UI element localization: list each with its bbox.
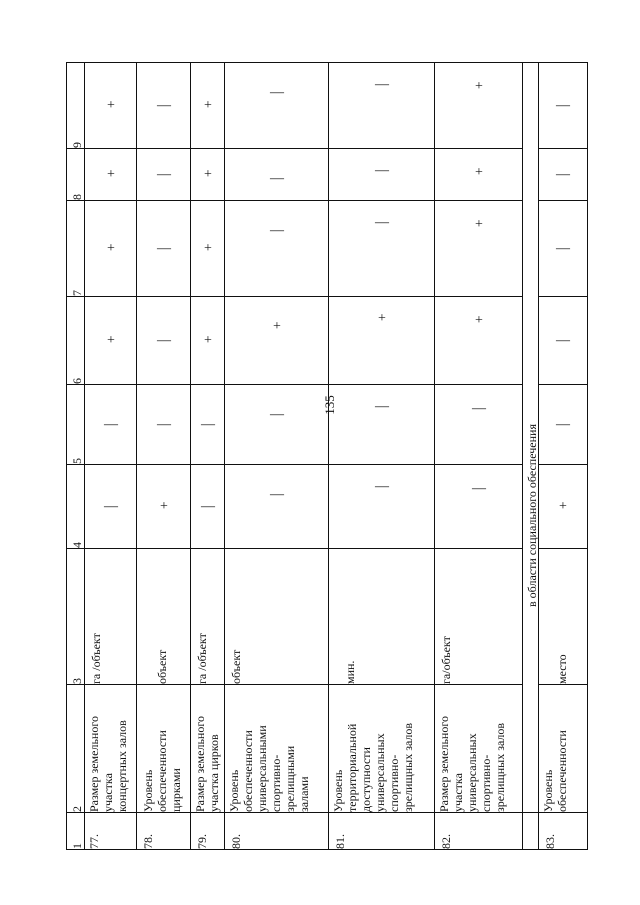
cell-8: — — [157, 166, 171, 182]
header-9: 9 — [70, 142, 84, 148]
cell-6: + — [475, 313, 483, 328]
cell-unit: объект — [229, 649, 243, 684]
cell-5: — — [375, 399, 389, 414]
table-row — [136, 62, 191, 850]
header-7: 7 — [70, 290, 84, 296]
cell-unit: место — [555, 654, 569, 684]
header-2: 2 — [70, 806, 84, 812]
cell-name: Уровень обеспеченности универсальными спортивно- зрелищными залами — [227, 725, 311, 812]
cell-9: + — [475, 79, 483, 94]
cell-4: + — [160, 498, 168, 514]
cell-num: 78. — [141, 834, 155, 849]
cell-5: — — [556, 416, 570, 432]
cell-8: — — [375, 163, 389, 178]
cell-7: + — [475, 217, 483, 232]
page-number: 135 — [322, 395, 337, 415]
cell-num: 77. — [87, 834, 101, 849]
cell-8: + — [107, 166, 115, 182]
cell-6: + — [378, 311, 386, 326]
rotated-table — [66, 62, 586, 850]
cell-8: + — [475, 165, 483, 180]
cell-9: — — [270, 85, 284, 100]
cell-4: — — [201, 498, 215, 514]
cell-unit: мин. — [343, 660, 357, 684]
cell-6: + — [273, 319, 281, 334]
cell-6: + — [204, 332, 212, 348]
cell-9: — — [157, 97, 171, 113]
cell-unit: га /объект — [89, 633, 103, 684]
table-row — [84, 62, 137, 850]
header-3: 3 — [70, 678, 84, 684]
header-8: 8 — [70, 194, 84, 200]
cell-name: Уровень обеспеченности — [541, 730, 569, 812]
cell-name: Размер земельного участка цирков — [193, 716, 221, 812]
header-4: 4 — [70, 542, 84, 548]
cell-9: — — [556, 97, 570, 113]
cell-6: — — [556, 332, 570, 348]
cell-6: + — [107, 332, 115, 348]
cell-4: — — [104, 498, 118, 514]
cell-8: — — [270, 171, 284, 186]
table-row — [190, 62, 225, 850]
header-1: 1 — [70, 843, 84, 849]
cell-unit: га /объект — [195, 633, 209, 684]
table-row — [434, 62, 523, 850]
header-6: 6 — [70, 378, 84, 384]
cell-8: + — [204, 166, 212, 182]
cell-4: + — [559, 498, 567, 514]
cell-8: — — [556, 166, 570, 182]
cell-7: — — [375, 215, 389, 230]
section-header: в области социального обеспечения — [525, 424, 539, 607]
cell-name: Размер земельного участка универсальных спортивно- зрелищных залов — [437, 716, 507, 812]
section-header-row — [522, 62, 539, 850]
cell-5: — — [270, 407, 284, 422]
cell-7: + — [204, 240, 212, 256]
cell-5: — — [472, 401, 486, 416]
cell-5: — — [104, 416, 118, 432]
cell-num: 83. — [543, 834, 557, 849]
cell-7: — — [556, 240, 570, 256]
cell-name: Размер земельного участка концертных залов — [87, 716, 129, 812]
header-5: 5 — [70, 458, 84, 464]
cell-6: — — [157, 332, 171, 348]
cell-4: — — [472, 481, 486, 496]
cell-num: 81. — [333, 834, 347, 849]
cell-unit: объект — [155, 649, 169, 684]
cell-5: — — [201, 416, 215, 432]
cell-9: — — [375, 77, 389, 92]
cell-num: 79. — [195, 834, 209, 849]
cell-num: 80. — [229, 834, 243, 849]
cell-5: — — [157, 416, 171, 432]
cell-9: + — [107, 97, 115, 113]
cell-4: — — [375, 479, 389, 494]
cell-name: Уровень территориальной доступности универсальных спортивно- зрелищных залов — [331, 722, 415, 812]
cell-num: 82. — [439, 834, 453, 849]
cell-unit: га/объект — [439, 636, 453, 684]
cell-7: — — [157, 240, 171, 256]
cell-7: — — [270, 223, 284, 238]
table-row — [328, 62, 435, 850]
cell-name: Уровень обеспеченности цирками — [141, 730, 183, 812]
table-row — [224, 62, 329, 850]
cell-7: + — [107, 240, 115, 256]
cell-9: + — [204, 97, 212, 113]
cell-4: — — [270, 487, 284, 502]
table-row — [538, 62, 588, 850]
table-header-row — [66, 62, 85, 850]
